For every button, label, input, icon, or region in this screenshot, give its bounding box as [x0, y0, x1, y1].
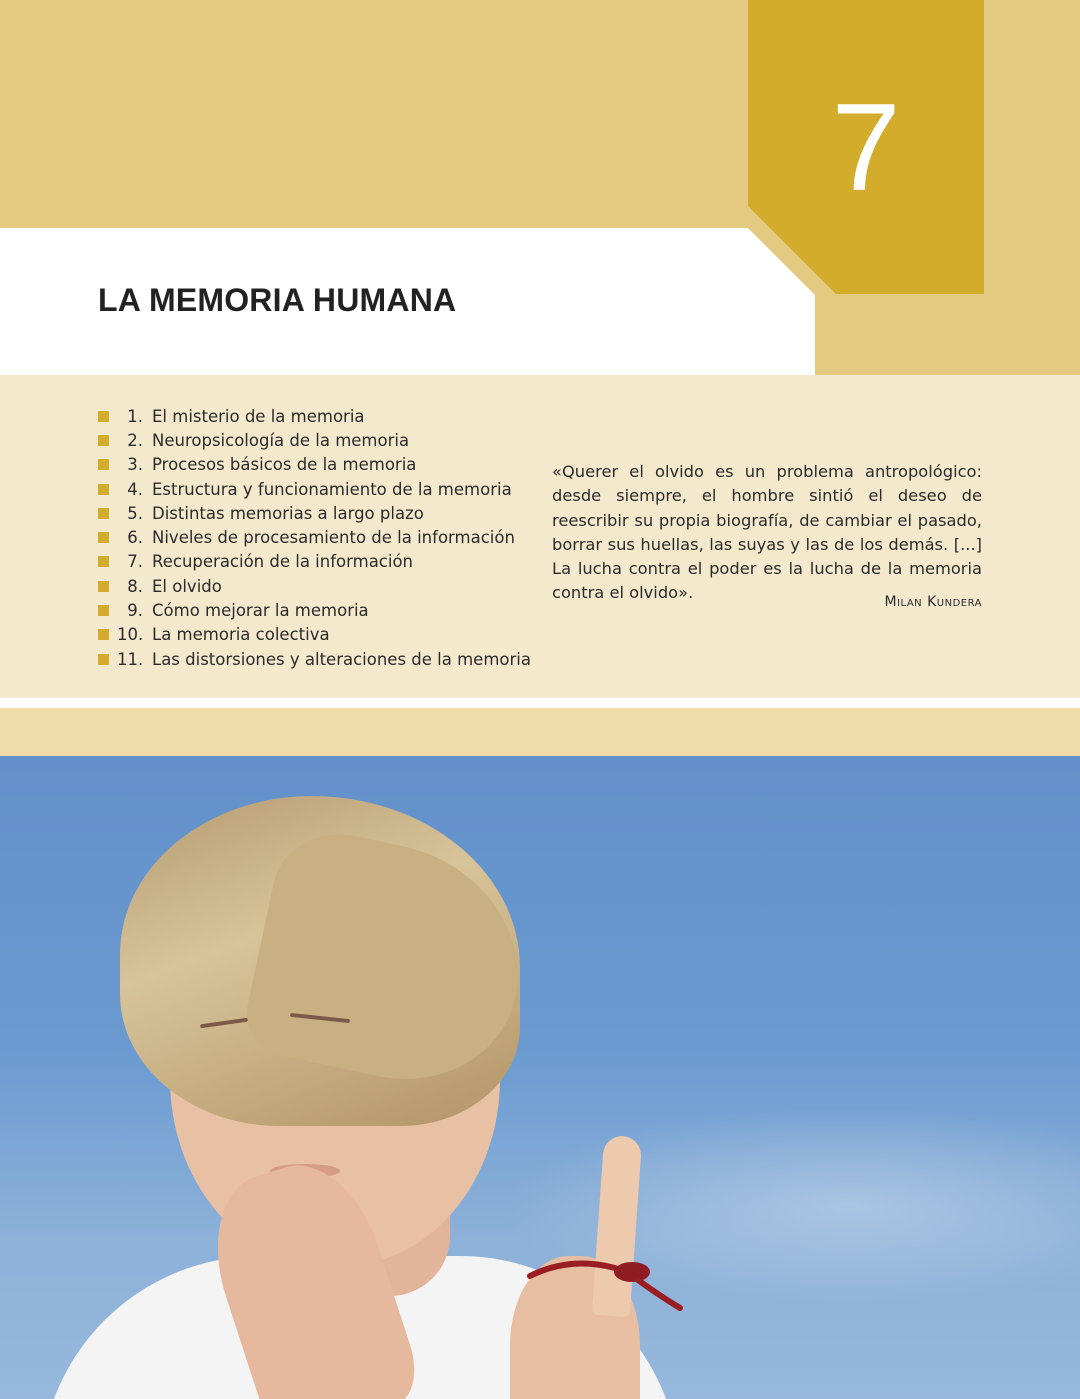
toc-item: 6. Niveles de procesamiento de la información — [98, 525, 531, 549]
toc-item: 3. Procesos básicos de la memoria — [98, 453, 531, 477]
square-bullet-icon — [98, 605, 109, 616]
square-bullet-icon — [98, 411, 109, 422]
square-bullet-icon — [98, 556, 109, 567]
toc-item: 5. Distintas memorias a largo plazo — [98, 501, 531, 525]
square-bullet-icon — [98, 435, 109, 446]
toc-item: 4. Estructura y funcionamiento de la memoria — [98, 477, 531, 501]
square-bullet-icon — [98, 532, 109, 543]
toc-item: 2. Neuropsicología de la memoria — [98, 428, 531, 452]
toc-item: 1. El misterio de la memoria — [98, 404, 531, 428]
square-bullet-icon — [98, 654, 109, 665]
toc-item: 7. Recuperación de la información — [98, 550, 531, 574]
toc-item: 8. El olvido — [98, 574, 531, 598]
toc-item: 11. Las distorsiones y alteraciones de la memoria — [98, 647, 531, 671]
toc-item: 10. La memoria colectiva — [98, 623, 531, 647]
chapter-number: 7 — [831, 79, 901, 217]
square-bullet-icon — [98, 629, 109, 640]
square-bullet-icon — [98, 581, 109, 592]
red-string-icon — [520, 1246, 700, 1326]
quote-author: Milan Kundera — [884, 594, 982, 610]
square-bullet-icon — [98, 484, 109, 495]
chapter-title: LA MEMORIA HUMANA — [98, 282, 457, 318]
decorative-band — [0, 708, 1080, 756]
divider — [0, 698, 1080, 708]
chapter-photo — [0, 756, 1080, 1399]
table-of-contents — [98, 404, 531, 671]
square-bullet-icon — [98, 459, 109, 470]
square-bullet-icon — [98, 508, 109, 519]
toc-item: 9. Cómo mejorar la memoria — [98, 598, 531, 622]
epigraph-quote: «Querer el olvido es un problema antropológico: desde siempre, el hombre sintió el deseo de reescribir su propia biografía, de cambiar el pasado, borrar sus huellas, las suyas y las de los demás. [...] La lucha contra el poder es la lucha de la memoria contra el olvido». — [552, 462, 982, 603]
